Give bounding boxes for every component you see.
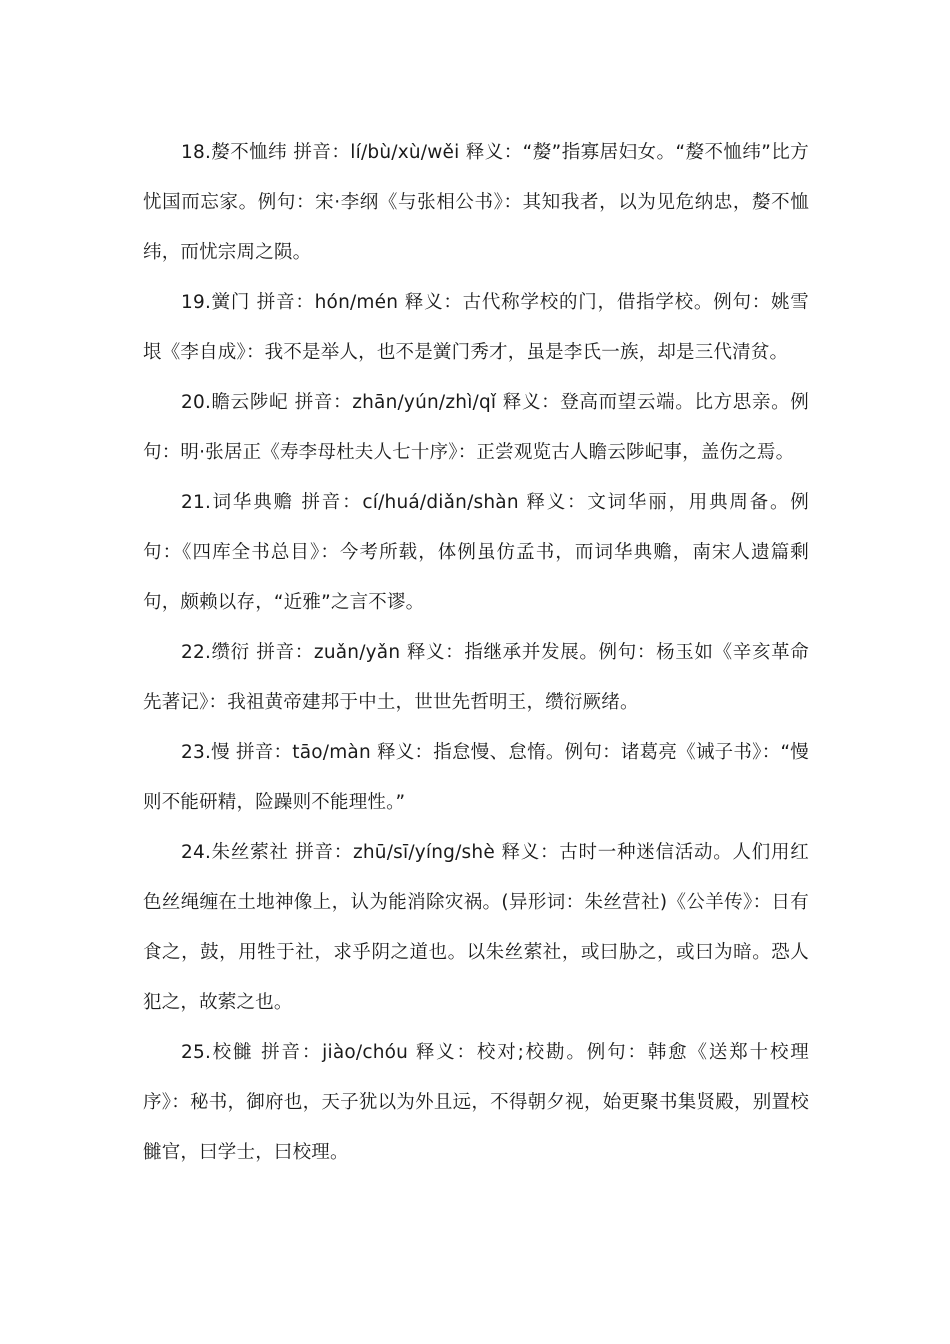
entry-22: 22.缵衍 拼音：zuǎn/yǎn 释义：指继承并发展。例句：杨玉如《辛亥革命先著记》：我祖黄帝建邦于中土，世世先哲明王，缵衍厥绪。 [143, 642, 809, 713]
entry-23: 23.慢 拼音：tāo/màn 释义：指怠慢、怠惰。例句：诸葛亮《诫子书》：“慢则不能研精，险躁则不能理性。” [143, 742, 809, 813]
entry-21: 21.词华典赡 拼音：cí/huá/diǎn/shàn 释义：文词华丽，用典周备。例句：《四库全书总目》：今考所载，体例虽仿孟书，而词华典赡，南宋人遗篇剩句，颇赖以存，“近雅”之言不谬。 [143, 492, 809, 613]
document-body [143, 128, 809, 1178]
entry-20: 20.瞻云陟屺 拼音：zhān/yún/zhì/qǐ 释义：登高而望云端。比方思亲。例句：明·张居正《寿李母杜夫人七十序》：正尝观览古人瞻云陟屺事，盖伤之焉。 [143, 392, 809, 463]
entry-25: 25.校雠 拼音：jiào/chóu 释义：校对;校勘。例句：韩愈《送郑十校理序》：秘书，御府也，天子犹以为外且远，不得朝夕视，始更聚书集贤殿，别置校雠官，曰学士，曰校理。 [143, 1042, 809, 1163]
entry-18: 18.嫠不恤纬 拼音：lí/bù/xù/wěi 释义：“嫠”指寡居妇女。“嫠不恤纬”比方忧国而忘家。例句：宋·李纲《与张相公书》：其知我者，以为见危纳忠，嫠不恤纬，而忧宗周之陨。 [143, 142, 809, 263]
entry-24: 24.朱丝萦社 拼音：zhū/sī/yíng/shè 释义：古时一种迷信活动。人们用红色丝绳缠在土地神像上，认为能消除灾祸。(异形词：朱丝营社)《公羊传》：日有食之，鼓，用牲于社，求乎阴之道也。以朱丝萦社，或曰胁之，或曰为暗。恐人犯之，故萦之也。 [143, 842, 809, 1013]
entry-19: 19.黉门 拼音：hón/mén 释义：古代称学校的门，借指学校。例句：姚雪垠《李自成》：我不是举人，也不是黉门秀才，虽是李氏一族，却是三代清贫。 [143, 292, 809, 363]
